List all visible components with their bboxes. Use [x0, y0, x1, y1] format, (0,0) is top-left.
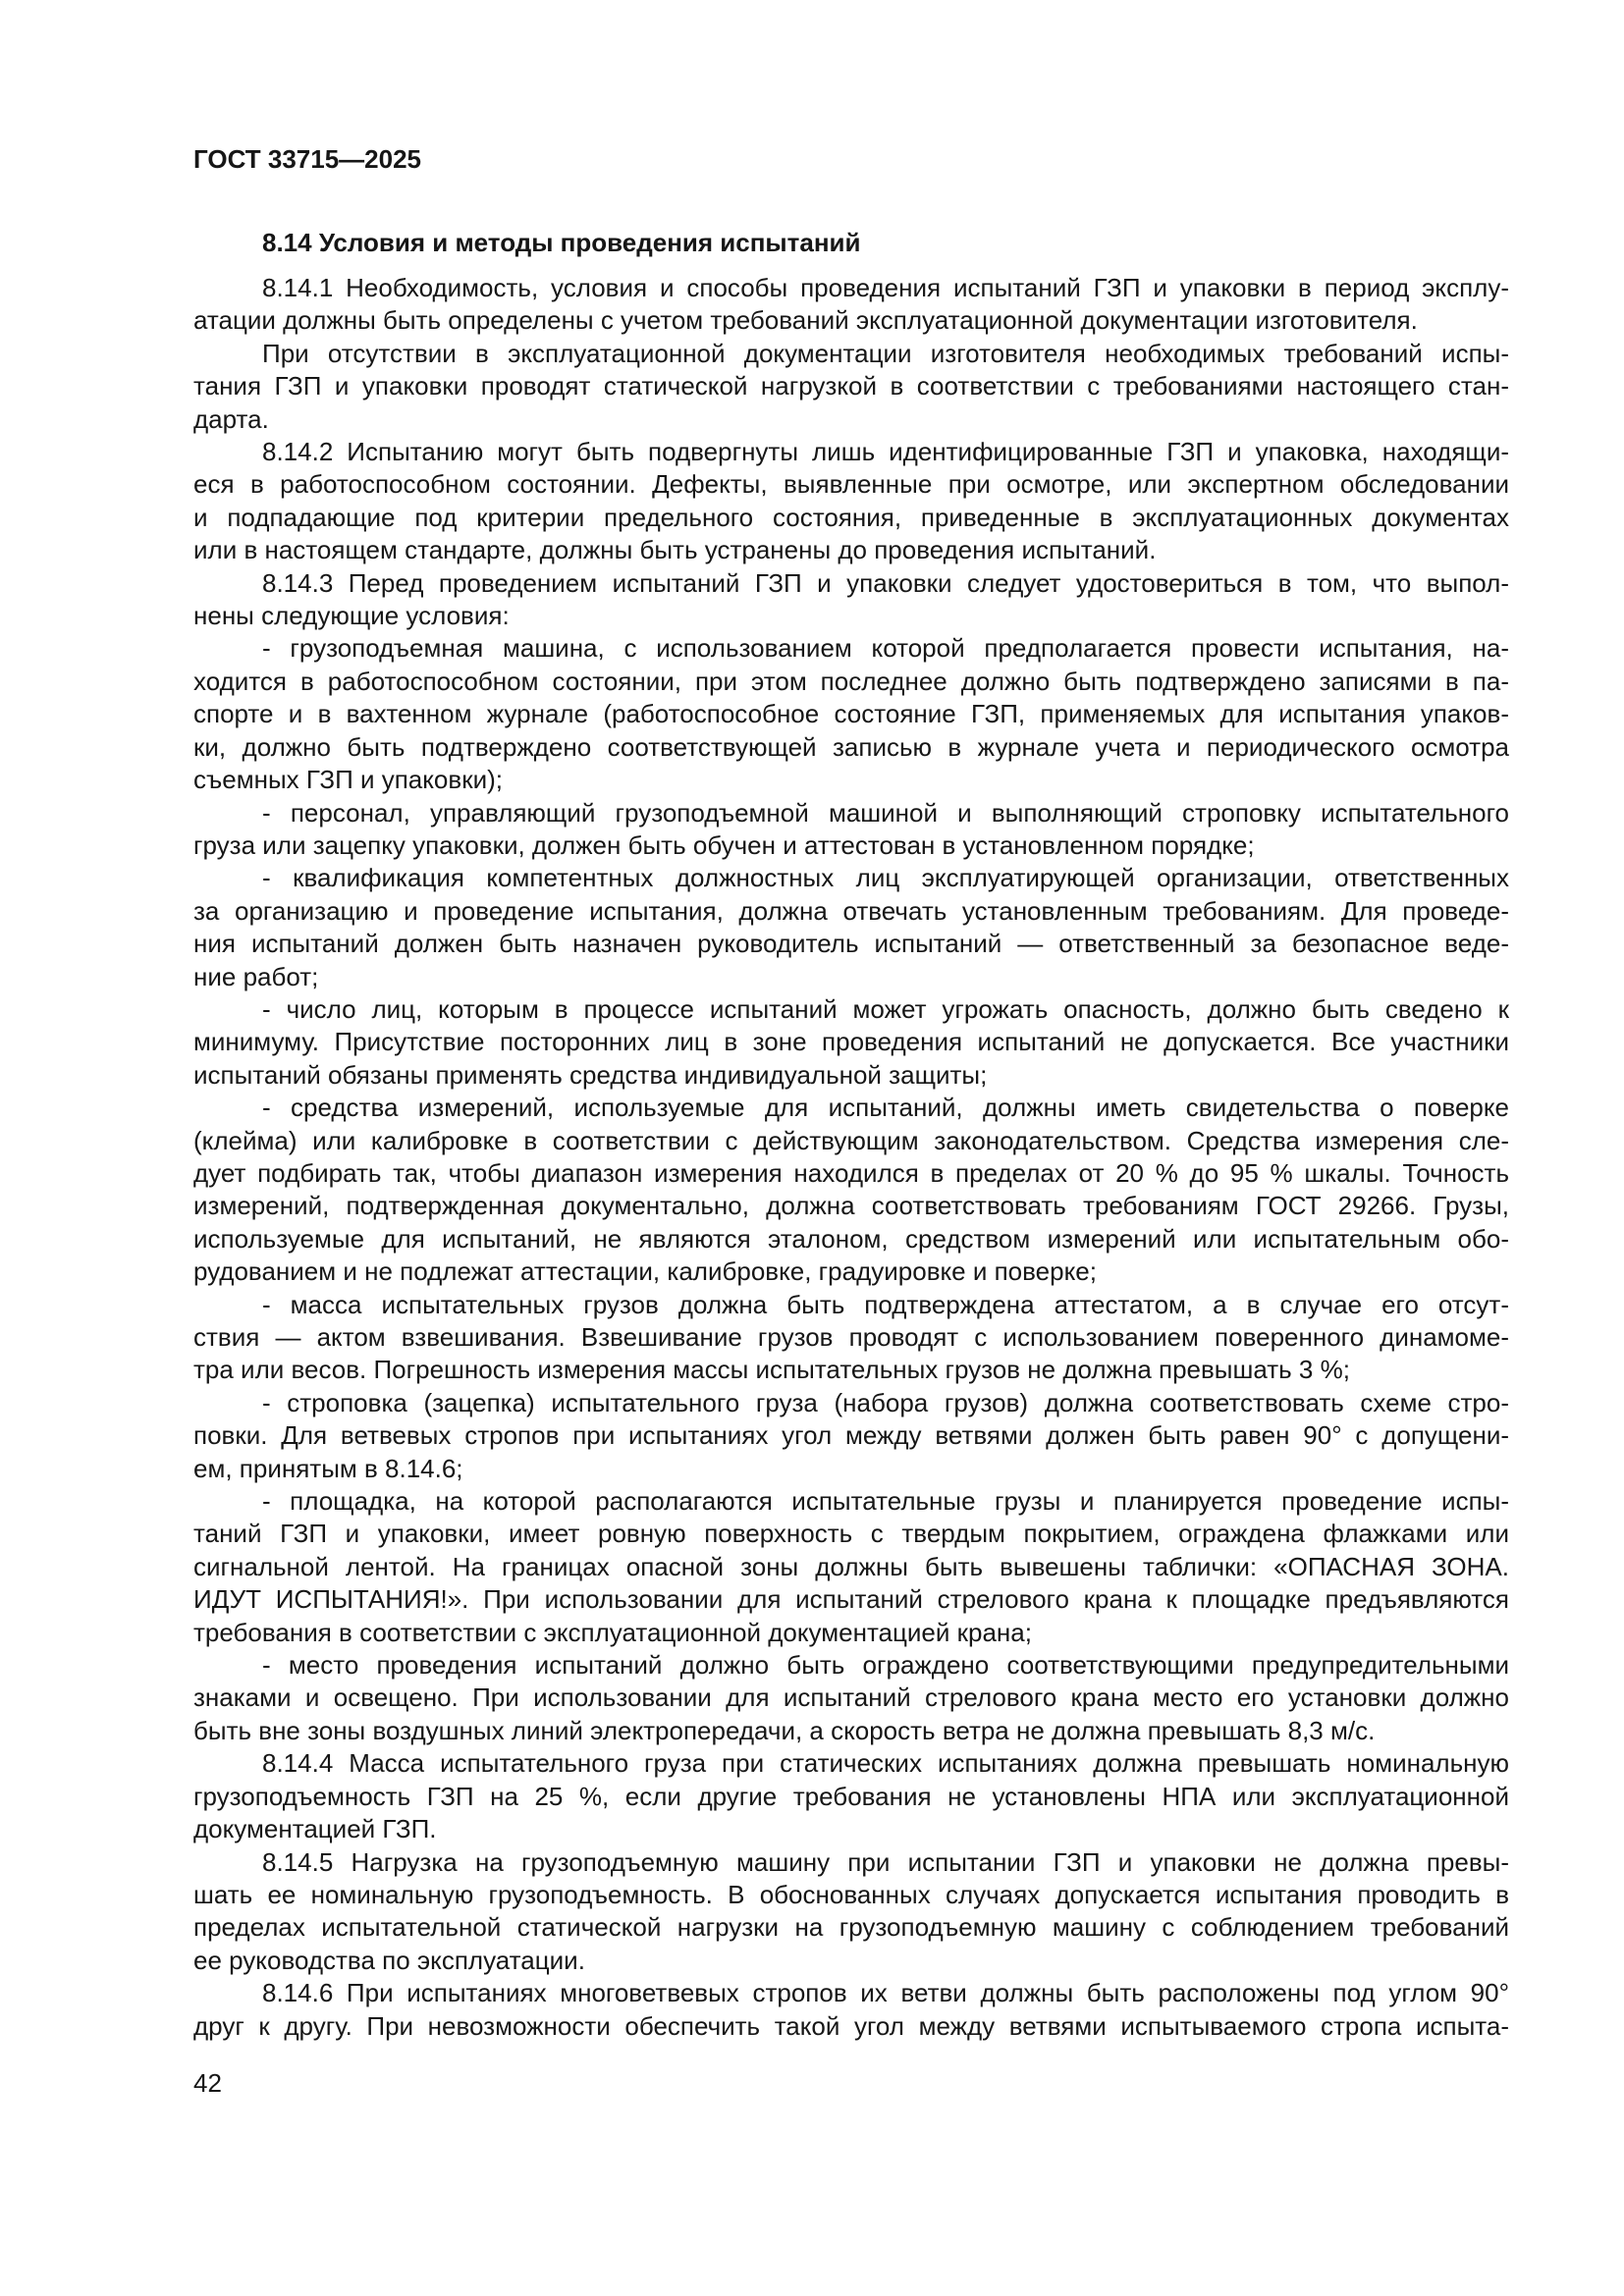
text-line: измерений, подтвержденная документально, должна соответствовать требованиям ГОСТ 29266. Грузы,	[193, 1191, 1509, 1221]
text-line: - персонал, управляющий грузоподъемной машиной и выполняющий строповку испытательного	[262, 797, 1509, 828]
text-line: пределах испытательной статической нагрузки на грузоподъемную машину с соблюдением требований	[193, 1912, 1509, 1943]
text-line: минимуму. Присутствие посторонних лиц в зоне проведения испытаний не допускается. Все участники	[193, 1027, 1509, 1057]
text-line: 8.14.4 Масса испытательного груза при статических испытаниях должна превышать номинальную	[262, 1748, 1509, 1779]
text-line: требования в соответствии с эксплуатационной документацией крана;	[193, 1617, 1032, 1647]
text-line: 8.14.5 Нагрузка на грузоподъемную машину при испытании ГЗП и упаковки не должна превы-	[262, 1846, 1509, 1877]
text-line: и подпадающие под критерии предельного состояния, приведенные в эксплуатационных документах	[193, 502, 1509, 532]
text-line: повки. Для ветвевых стропов при испытаниях угол между ветвями должен быть равен 90° с допущени-	[193, 1420, 1509, 1451]
text-line: съемных ГЗП и упаковки);	[193, 765, 503, 795]
text-line: груза или зацепку упаковки, должен быть обучен и аттестован в установленном порядке;	[193, 829, 1255, 860]
text-line: 8.14.2 Испытанию могут быть подвергнуты лишь идентифицированные ГЗП и упаковка, находящи-	[262, 437, 1509, 467]
text-line: ния испытаний должен быть назначен руководитель испытаний — ответственный за безопасное веде-	[193, 929, 1509, 959]
text-line: (клейма) или калибровке в соответствии с действующим законодательством. Средства измерения сле-	[193, 1125, 1509, 1155]
text-line: 8.14.1 Необходимость, условия и способы проведения испытаний ГЗП и упаковки в период эксплу-	[262, 273, 1509, 302]
section-heading: 8.14 Условия и методы проведения испытаний	[262, 228, 861, 257]
text-line: нены следующие условия:	[193, 601, 510, 631]
text-line: за организацию и проведение испытания, должна отвечать установленным требованиям. Для проведе-	[193, 895, 1509, 926]
text-line: быть вне зоны воздушных линий электропередачи, а скорость ветра не должна превышать 8,3 м/с.	[193, 1715, 1376, 1745]
text-line: тания ГЗП и упаковки проводят статической нагрузкой в соответствии с требованиями настоящего стан-	[193, 371, 1509, 401]
text-line: ствия — актом взвешивания. Взвешивание грузов проводят с использованием поверенного динамоме-	[193, 1322, 1509, 1352]
text-line: - строповка (зацепка) испытательного груза (набора грузов) должна соответствовать схеме стро-	[262, 1387, 1509, 1417]
text-line: сигнальной лентой. На границах опасной зоны должны быть вывешены таблички: «ОПАСНАЯ ЗОНА.	[193, 1551, 1509, 1581]
text-line: рудованием и не подлежат аттестации, калибровке, градуировке и поверке;	[193, 1256, 1097, 1287]
text-line: знаками и освещено. При использовании для испытаний стрелового крана место его установки должно	[193, 1682, 1509, 1713]
document-body	[193, 272, 1509, 2043]
text-line: - площадка, на которой располагаются испытательные грузы и планируется проведение испы-	[262, 1486, 1509, 1517]
text-line: дует подбирать так, чтобы диапазон измерения находился в пределах от 20 % до 95 % шкалы. Точность	[193, 1157, 1509, 1188]
text-line: тра или весов. Погрешность измерения массы испытательных грузов не должна превышать 3 %;	[193, 1355, 1350, 1385]
text-line: ИДУТ ИСПЫТАНИЯ!». При использовании для испытаний стрелового крана к площадке предъявляются	[193, 1584, 1509, 1615]
text-line: - масса испытательных грузов должна быть подтверждена аттестатом, а в случае его отсут-	[262, 1289, 1509, 1319]
page-number: 42	[193, 2068, 222, 2098]
standard-code: ГОСТ 33715—2025	[193, 144, 421, 174]
text-line: дарта.	[193, 403, 269, 434]
text-line: или в настоящем стандарте, должны быть устранены до проведения испытаний.	[193, 535, 1157, 565]
text-line: используемые для испытаний, не являются эталоном, средством измерений или испытательным обо-	[193, 1223, 1509, 1254]
text-line: 8.14.6 При испытаниях многоветвевых стропов их ветви должны быть расположены под углом 90°	[262, 1978, 1509, 2008]
text-line: - грузоподъемная машина, с использованием которой предполагается провести испытания, на-	[262, 633, 1509, 664]
text-line: При отсутствии в эксплуатационной документации изготовителя необходимых требований испы-	[262, 338, 1509, 368]
text-line: ние работ;	[193, 961, 319, 991]
text-line: друг к другу. При невозможности обеспечить такой угол между ветвями испытываемого стропа испыта-	[193, 2010, 1509, 2041]
text-line: - место проведения испытаний должно быть ограждено соответствующими предупредительными	[262, 1650, 1509, 1681]
text-line: - число лиц, которым в процессе испытаний может угрожать опасность, должно быть сведено к	[262, 993, 1509, 1024]
text-line: ем, принятым в 8.14.6;	[193, 1453, 463, 1483]
text-line: - средства измерений, используемые для испытаний, должны иметь свидетельства о поверке	[262, 1093, 1509, 1123]
text-line: атации должны быть определены с учетом требований эксплуатационной документации изготовителя.	[193, 305, 1418, 336]
text-line: ходится в работоспособном состоянии, при этом последнее должно быть подтверждено записями в па-	[193, 666, 1509, 696]
text-line: еся в работоспособном состоянии. Дефекты, выявленные при осмотре, или экспертном обследовании	[193, 469, 1509, 500]
text-line: ее руководства по эксплуатации.	[193, 1945, 585, 1975]
text-line: спорте и в вахтенном журнале (работоспособное состояние ГЗП, применяемых для испытания упаков-	[193, 699, 1509, 729]
text-line: - квалификация компетентных должностных лиц эксплуатирующей организации, ответственных	[262, 863, 1509, 893]
text-line: таний ГЗП и упаковки, имеет ровную поверхность с твердым покрытием, ограждена флажками или	[193, 1519, 1509, 1549]
text-line: документацией ГЗП.	[193, 1814, 437, 1844]
text-line: грузоподъемность ГЗП на 25 %, если другие требования не установлены НПА или эксплуатационной	[193, 1781, 1509, 1811]
text-line: 8.14.3 Перед проведением испытаний ГЗП и упаковки следует удостовериться в том, что выпол-	[262, 567, 1509, 598]
text-line: испытаний обязаны применять средства индивидуальной защиты;	[193, 1059, 988, 1090]
text-line: шать ее номинальную грузоподъемность. В обоснованных случаях допускается испытания проводить в	[193, 1879, 1509, 1909]
text-line: ки, должно быть подтверждено соответствующей записью в журнале учета и периодического осмотра	[193, 731, 1509, 762]
